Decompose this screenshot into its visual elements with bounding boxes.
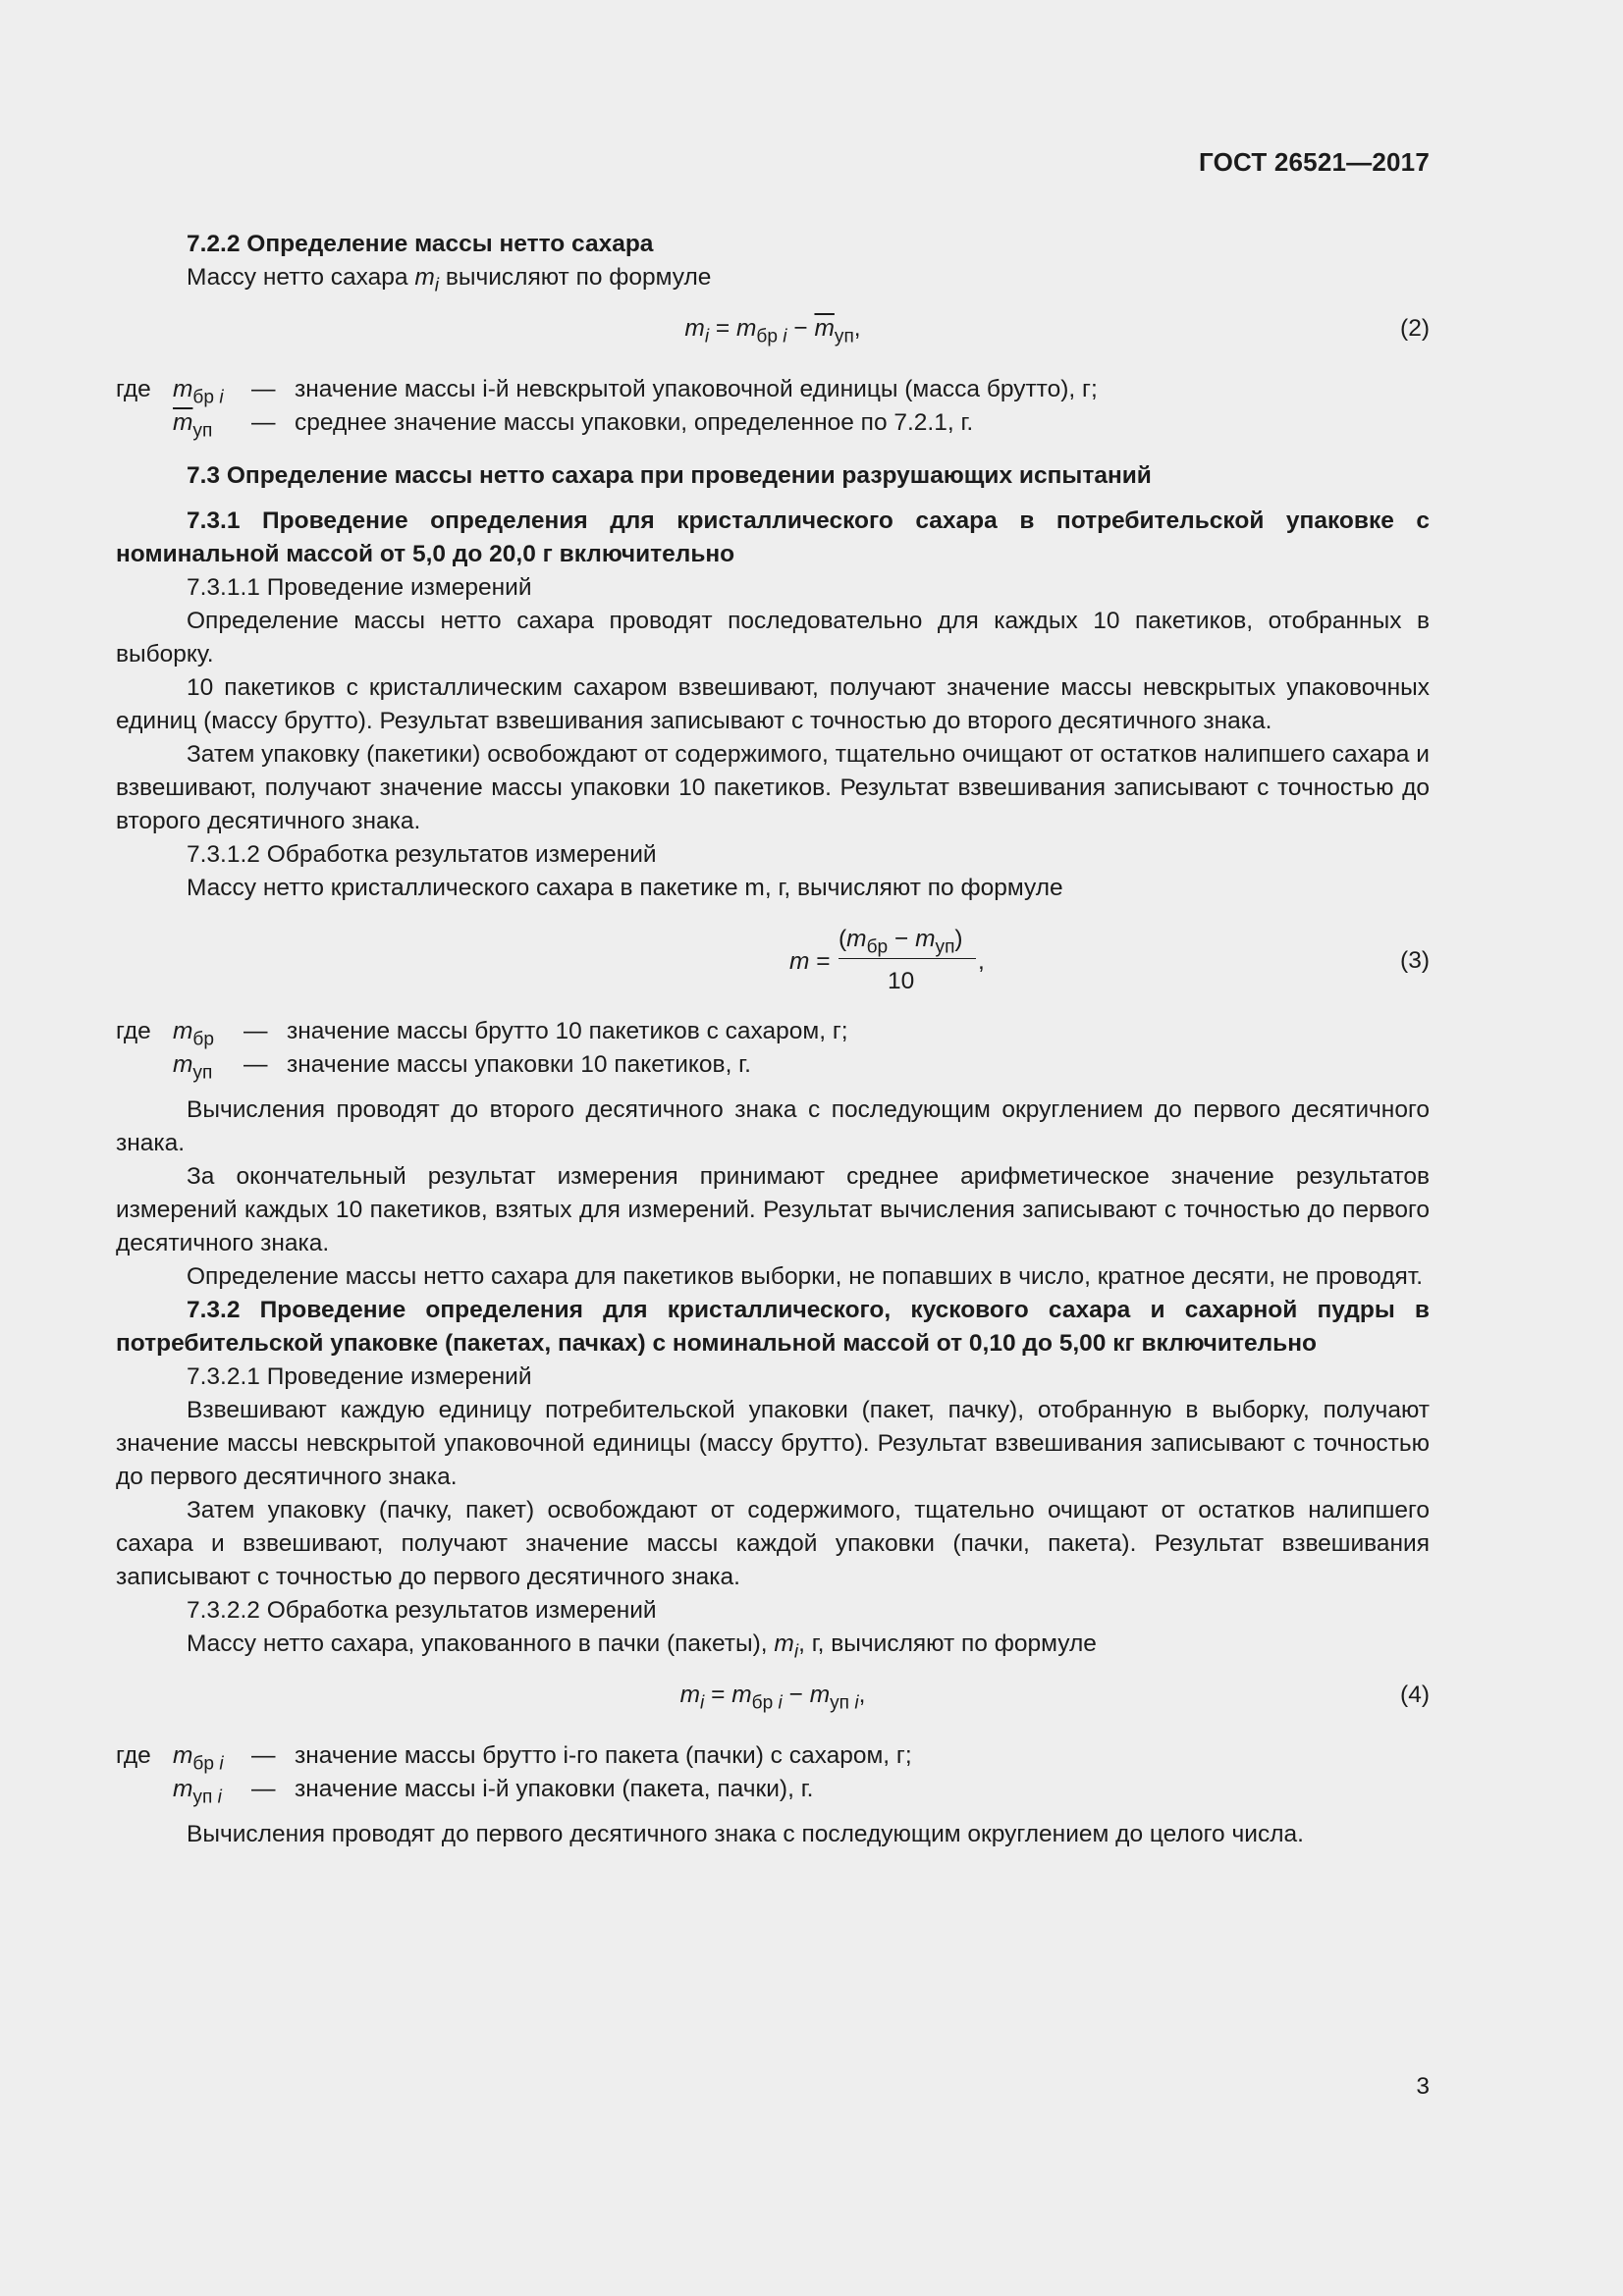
where-text-2: значение массы i-й упаковки (пакета, пачки), г.: [295, 1776, 814, 1802]
heading-7-3-1: 7.3.1 Проведение определения для кристаллического сахара в потребительской упаковке с номинальной массой от 5,0 до 20,0 г включительно: [116, 507, 1430, 567]
where-text-2: среднее значение массы упаковки, определенное по 7.2.1, г.: [295, 409, 974, 436]
where-symbol-m-br-i: $m_{бр i}$: [173, 376, 224, 408]
formula-4-expression: $m_i = m_{бр i} - m_{уп i}$,: [679, 1682, 866, 1714]
where-list-7-3-1: [116, 1015, 848, 1082]
fraction-bar: [839, 958, 976, 959]
subheading-7-3-2-1: 7.3.2.1 Проведение измерений: [187, 1363, 532, 1390]
where-label: где: [116, 1742, 151, 1769]
paragraph: Определение массы нетто сахара для пакетиков выборки, не попавших в число, кратное десяти, не проводят.: [187, 1263, 1424, 1290]
formula-2: [116, 312, 1430, 351]
formula-3-numerator: $(m_{бр} - m_{уп})$: [839, 926, 963, 958]
where-label: где: [116, 376, 151, 402]
where-dash: —: [251, 1742, 276, 1769]
paragraph: Затем упаковку (пачку, пакет) освобождают от содержимого, тщательно очищают от остатков налипшего сахара и взвешивают, получают значение массы каждой упаковки (пачки, пакета). Результат взвешивания записывают с точностью до первого десятичного знака.: [116, 1497, 1430, 1590]
paragraph: Вычисления проводят до первого десятичного знака с последующим округлением до целого числа.: [187, 1821, 1304, 1847]
paragraph: Массу нетто кристаллического сахара в пакетике m, г, вычисляют по формуле: [187, 875, 1063, 901]
paragraph: 10 пакетиков с кристаллическим сахаром взвешивают, получают значение массы невскрытых упаковочных единиц (массу брутто). Результат взвешивания записывают с точностью до второго десятичного знака.: [116, 674, 1430, 734]
where-symbol-m-br: $m_{бр}$: [173, 1018, 214, 1050]
paragraph: Взвешивают каждую единицу потребительской упаковки (пакет, пачку), отобранную в выборку, получают значение массы невскрытой упаковочной единицы (массу брутто). Результат взвешивания записывают с точностью до первого десятичного знака.: [116, 1397, 1430, 1490]
heading-7-3: 7.3 Определение массы нетто сахара при проведении разрушающих испытаний: [187, 462, 1152, 489]
formula-4-number: (4): [1400, 1682, 1430, 1708]
where-symbol-m-up-i: $m_{уп i}$: [173, 1776, 222, 1808]
formula-3-number: (3): [1400, 947, 1430, 974]
formula-4: [116, 1679, 1430, 1718]
formula-3-denominator: 10: [888, 968, 915, 994]
page-number: 3: [1416, 2073, 1430, 2100]
where-list-7-3-2: [116, 1739, 912, 1806]
subheading-7-3-2-2: 7.3.2.2 Обработка результатов измерений: [187, 1597, 657, 1624]
paragraph: Затем упаковку (пакетики) освобождают от содержимого, тщательно очищают от остатков налипшего сахара и взвешивают, получают значение массы упаковки 10 пакетиков. Результат взвешивания записывают с точностью до второго десятичного знака.: [116, 741, 1430, 834]
heading-7-3-2: 7.3.2 Проведение определения для кристаллического, кускового сахара и сахарной пудры в потребительской упаковке (пакетах, пачках) с номинальной массой от 0,10 до 5,00 кг включительно: [116, 1297, 1430, 1357]
where-label: где: [116, 1018, 151, 1044]
paragraph: Вычисления проводят до второго десятичного знака с последующим округлением до первого десятичного знака.: [116, 1096, 1430, 1156]
formula-2-number: (2): [1400, 315, 1430, 342]
paragraph: Определение массы нетто сахара проводят последовательно для каждых 10 пакетиков, отобранных в выборку.: [116, 608, 1430, 667]
where-symbol-m-up: $m_{уп}$: [173, 1051, 213, 1084]
where-dash: —: [251, 1776, 276, 1802]
where-dash: —: [243, 1051, 268, 1078]
subheading-7-3-1-1: 7.3.1.1 Проведение измерений: [187, 574, 532, 601]
paragraph: За окончательный результат измерения принимают среднее арифметическое значение результатов измерений каждых 10 пакетиков, взятых для измерений. Результат вычисления записывают с точностью до первого десятичного знака.: [116, 1163, 1430, 1256]
subheading-7-3-1-2: 7.3.1.2 Обработка результатов измерений: [187, 841, 657, 868]
where-text-1: значение массы брутто i-го пакета (пачки) с сахаром, г;: [295, 1742, 912, 1769]
where-text-1: значение массы i-й невскрытой упаковочной единицы (масса брутто), г;: [295, 376, 1098, 402]
formula-2-expression: $m_i = m_{бр i} - \overline{m}_{уп}$,: [684, 315, 861, 347]
page-content: [116, 228, 1430, 1851]
formula-3: m = $(m_{бр} - m_{уп})$ 10 , (3): [116, 923, 1430, 1001]
where-dash: —: [243, 1018, 268, 1044]
where-symbol-m-up-mean: $\overline{m}_{уп}$: [173, 409, 213, 442]
where-symbol-m-br-i: $m_{бр i}$: [173, 1742, 224, 1775]
where-text-1: значение массы брутто 10 пакетиков с сахаром, г;: [287, 1018, 848, 1044]
paragraph: Массу нетто сахара, упакованного в пачки (пакеты), $m_i$, г, вычисляют по формуле: [187, 1630, 1097, 1663]
heading-7-2-2: 7.2.2 Определение массы нетто сахара: [187, 231, 654, 257]
where-dash: —: [251, 409, 276, 436]
where-dash: —: [251, 376, 276, 402]
where-list-7-2-2: [116, 373, 1098, 440]
document-code: ГОСТ 26521—2017: [1199, 147, 1430, 177]
where-text-2: значение массы упаковки 10 пакетиков, г.: [287, 1051, 751, 1078]
paragraph-7-2-2-intro: Массу нетто сахара $m_i$ вычисляют по формуле: [187, 264, 712, 296]
